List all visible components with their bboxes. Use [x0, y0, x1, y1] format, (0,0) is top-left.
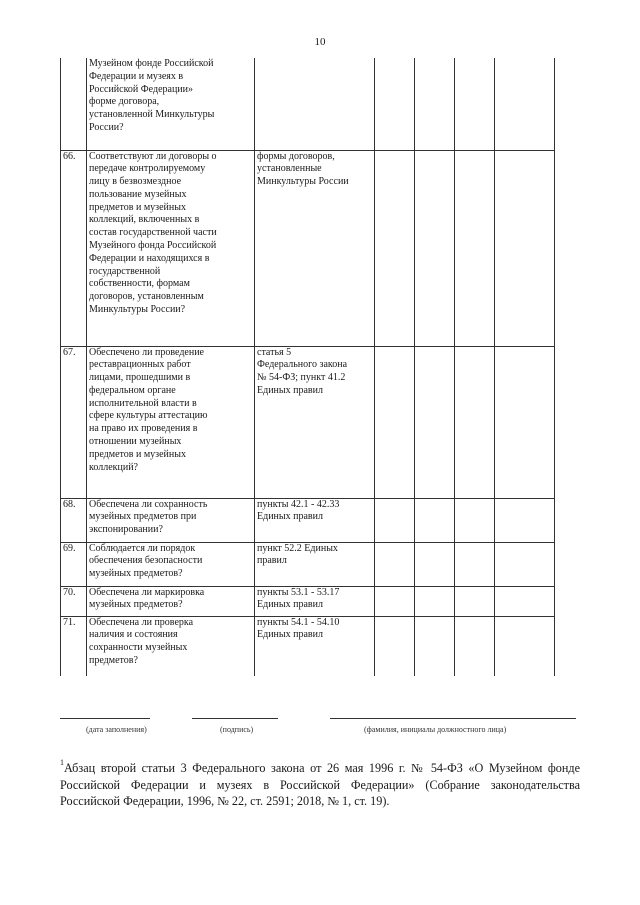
answer-yes-cell: [375, 586, 415, 616]
page-number: 10: [314, 36, 326, 48]
answer-na-cell: [455, 346, 495, 498]
answer-na-cell: [455, 498, 495, 542]
table-row: [61, 542, 555, 586]
answer-no-cell: [415, 58, 455, 150]
table-row: [61, 150, 555, 346]
item-number: 66.: [61, 150, 87, 346]
table-row: [61, 616, 555, 676]
item-reference: формы договоров, установленные Минкультуры России: [255, 150, 375, 346]
answer-yes-cell: [375, 498, 415, 542]
table-row: [61, 586, 555, 616]
item-reference: [255, 58, 375, 150]
item-number: 71.: [61, 616, 87, 676]
footnote-marker: 1: [60, 758, 64, 767]
answer-na-cell: [455, 150, 495, 346]
name-line: [330, 718, 576, 719]
item-reference: пункты 42.1 - 42.33 Единых правил: [255, 498, 375, 542]
item-number: 70.: [61, 586, 87, 616]
footnote: [60, 757, 580, 810]
signature-label: (подпись): [220, 725, 254, 734]
note-cell: [495, 346, 555, 498]
date-label: (дата заполнения): [86, 725, 147, 734]
answer-yes-cell: [375, 58, 415, 150]
note-cell: [495, 58, 555, 150]
item-number: 67.: [61, 346, 87, 498]
item-number: 69.: [61, 542, 87, 586]
item-question: Обеспечена ли проверка наличия и состояния сохранности музейных предметов?: [87, 616, 255, 676]
answer-no-cell: [415, 586, 455, 616]
table-row: [61, 498, 555, 542]
answer-no-cell: [415, 616, 455, 676]
item-reference: пункты 54.1 - 54.10 Единых правил: [255, 616, 375, 676]
answer-yes-cell: [375, 150, 415, 346]
item-question: Соблюдается ли порядок обеспечения безопасности музейных предметов?: [87, 542, 255, 586]
answer-no-cell: [415, 346, 455, 498]
note-cell: [495, 498, 555, 542]
answer-na-cell: [455, 542, 495, 586]
answer-no-cell: [415, 542, 455, 586]
signature-line: [192, 718, 278, 719]
answer-na-cell: [455, 58, 495, 150]
note-cell: [495, 542, 555, 586]
item-reference: пункты 53.1 - 53.17 Единых правил: [255, 586, 375, 616]
table-row: [61, 346, 555, 498]
item-question: Соответствуют ли договоры о передаче контролируемому лицу в безвозмездное пользование музейных предметов и музейных коллекций, включенных в состав государственной части Музейного фонда Российской Федерации и находящихся в государственной собственности, формам договоров, установленным Минкультуры России?: [87, 150, 255, 346]
answer-yes-cell: [375, 542, 415, 586]
name-label: (фамилия, инициалы должностного лица): [364, 725, 507, 734]
answer-no-cell: [415, 150, 455, 346]
note-cell: [495, 586, 555, 616]
item-reference: статья 5 Федерального закона № 54-ФЗ; пункт 41.2 Единых правил: [255, 346, 375, 498]
item-reference: пункт 52.2 Единых правил: [255, 542, 375, 586]
item-question: Обеспечена ли сохранность музейных предметов при экспонировании?: [87, 498, 255, 542]
item-number: 68.: [61, 498, 87, 542]
answer-yes-cell: [375, 616, 415, 676]
date-line: [60, 718, 150, 719]
checklist-body: [61, 58, 555, 676]
item-question: Обеспечено ли проведение реставрационных работ лицами, прошедшими в федеральном органе исполнительной власти в сфере культуры аттестацию на право их проведения в отношении музейных предметов и музейных коллекций?: [87, 346, 255, 498]
answer-na-cell: [455, 586, 495, 616]
item-question: Обеспечена ли маркировка музейных предметов?: [87, 586, 255, 616]
table-row: [61, 58, 555, 150]
answer-na-cell: [455, 616, 495, 676]
item-number: [61, 58, 87, 150]
note-cell: [495, 150, 555, 346]
answer-yes-cell: [375, 346, 415, 498]
item-question: Музейном фонде Российской Федерации и музеях в Российской Федерации» форме договора, установленной Минкультуры России?: [87, 58, 255, 150]
footnote-text: Абзац второй статьи 3 Федерального закона от 26 мая 1996 г. № 54-ФЗ «О Музейном фонде Российской Федерации и музеях в Российской Федерации» (Собрание законодательства Российской Федерации, 1996, № 22, ст. 2591; 2018, № 1, ст. 19).: [60, 761, 580, 809]
answer-no-cell: [415, 498, 455, 542]
checklist-table: [60, 58, 555, 676]
note-cell: [495, 616, 555, 676]
